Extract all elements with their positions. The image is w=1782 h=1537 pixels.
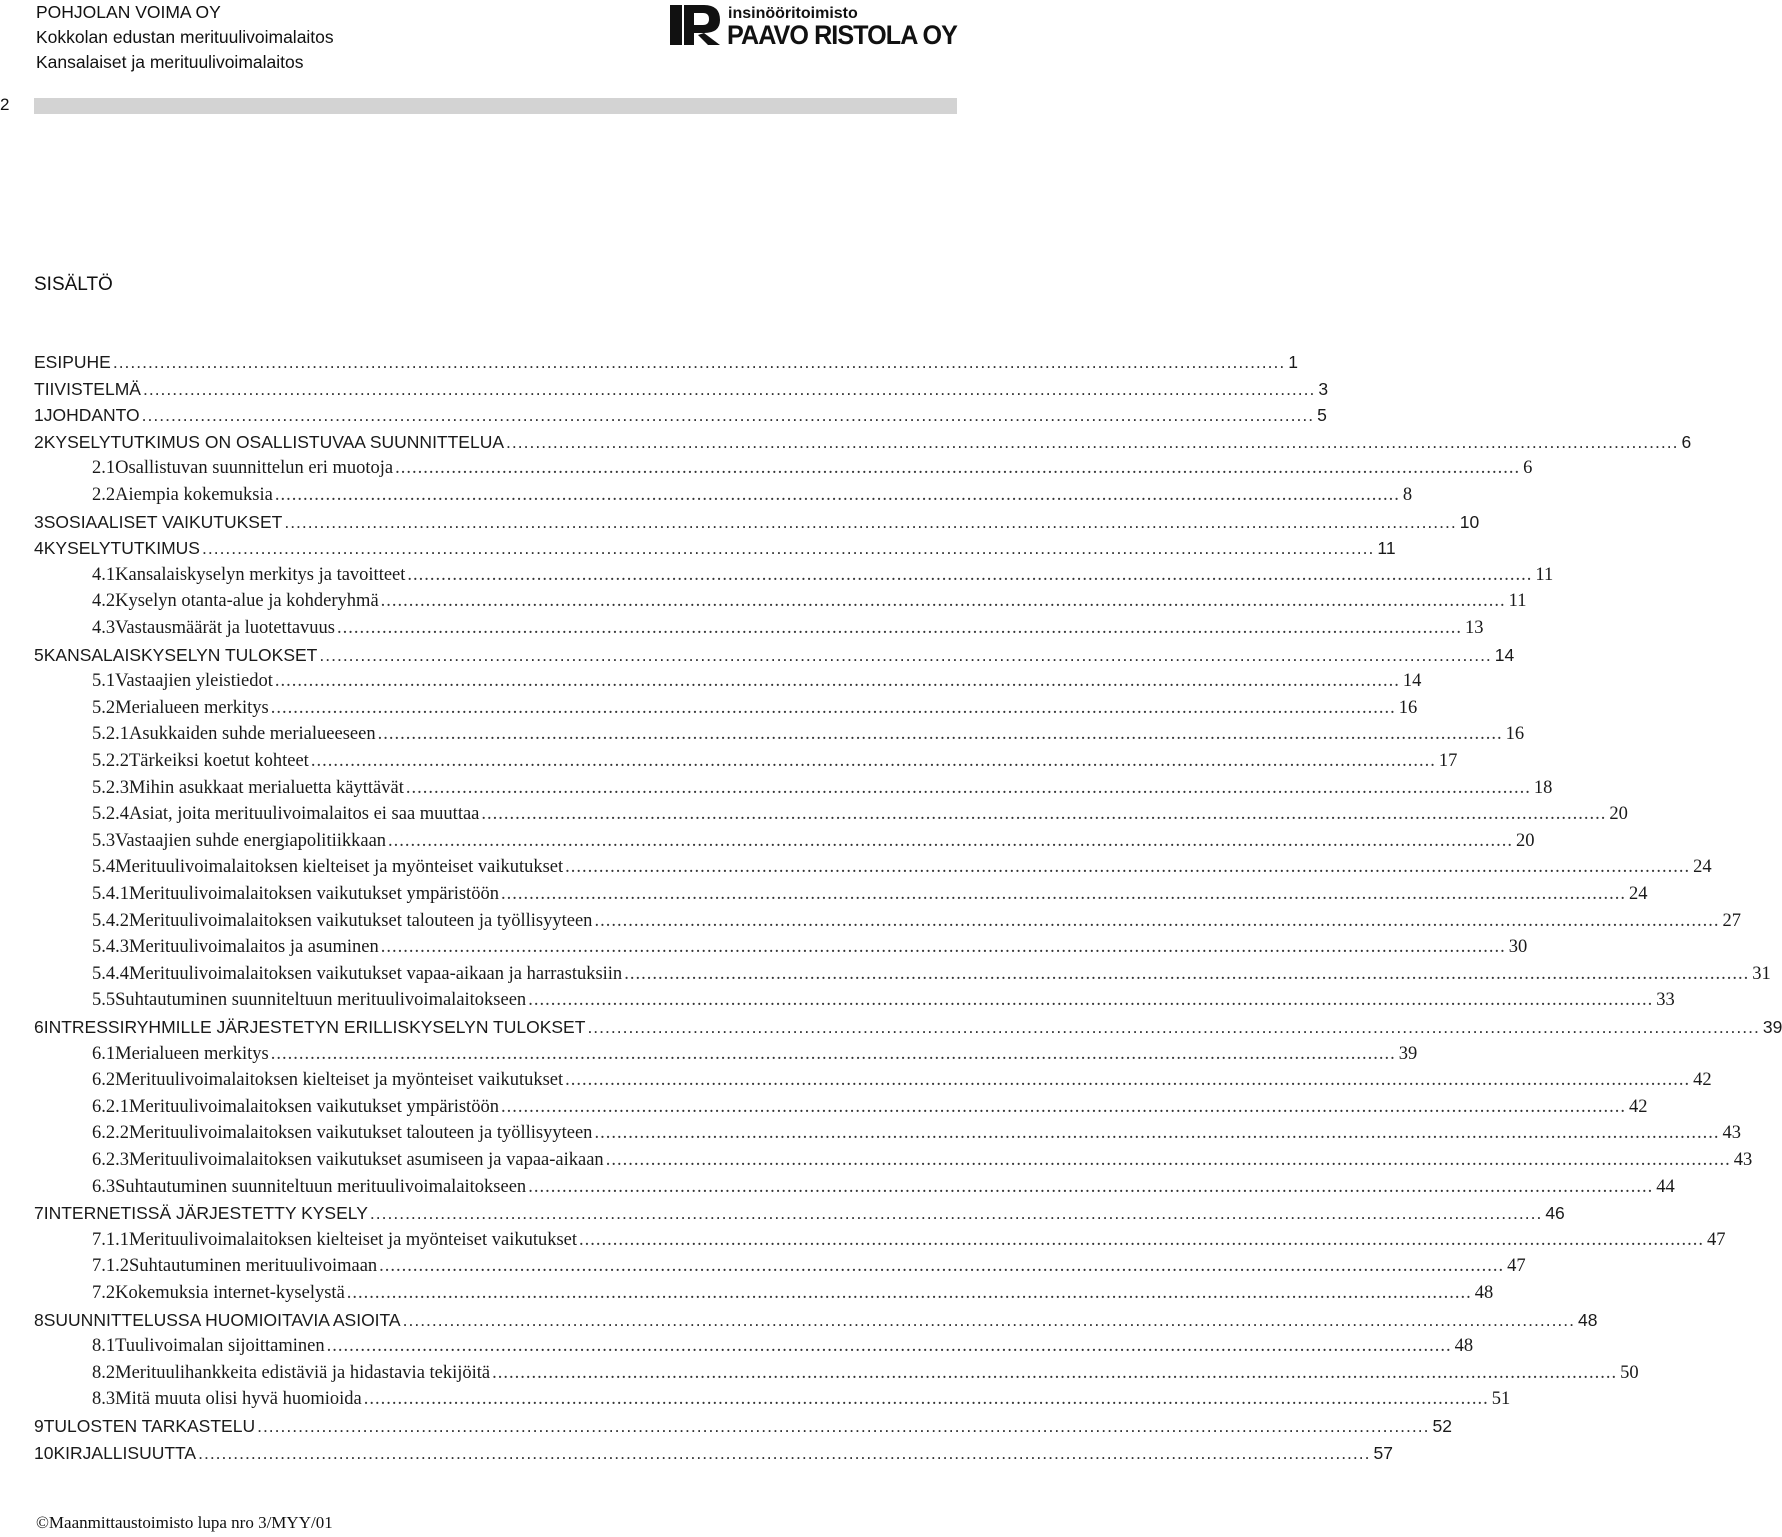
toc-leader-dots: ........................................................................................................................................................................................................ xyxy=(579,1229,1705,1250)
toc-entry-number: 8.2 xyxy=(92,1362,116,1383)
toc-entry-number: 4 xyxy=(34,538,44,559)
toc-entry xyxy=(92,751,1458,777)
toc-entry-label: SOSIAALISET VAIKUTUKSET xyxy=(43,511,283,532)
toc-entry-label: Kyselyn otanta-alue ja kohderyhmä xyxy=(115,591,379,612)
toc-entry xyxy=(92,990,1675,1016)
toc-entry-page: 48 xyxy=(1578,1309,1598,1330)
toc-entry-page: 57 xyxy=(1373,1442,1393,1463)
toc-entry-page: 13 xyxy=(1465,618,1484,638)
toc-entry-page: 42 xyxy=(1693,1070,1712,1091)
toc-entry-page: 27 xyxy=(1722,910,1741,931)
toc-entry-label: TIIVISTELMÄ xyxy=(34,378,141,399)
toc-entry-number: 5.4.4 xyxy=(92,963,129,984)
toc-entry xyxy=(92,458,1533,484)
toc-entry-label: Asiat, joita merituulivoimalaitos ei saa muuttaa xyxy=(129,804,480,825)
toc-entry-page: 6 xyxy=(1681,431,1692,452)
toc-entry-page: 24 xyxy=(1693,857,1712,878)
toc-entry xyxy=(92,963,1771,990)
toc-leader-dots: ........................................................................................................................................................................................................ xyxy=(402,1309,1576,1330)
toc-entry xyxy=(92,830,1535,857)
toc-entry-number: 4.1 xyxy=(92,564,116,585)
logo-p-mark-icon xyxy=(670,5,720,45)
toc-entry-label: Kansalaiskyselyn merkitys ja tavoitteet xyxy=(115,564,406,585)
toc-entry-page: 14 xyxy=(1402,671,1422,692)
toc-entry xyxy=(92,884,1648,910)
toc-entry xyxy=(92,1389,1511,1415)
toc-entry-page: 43 xyxy=(1733,1150,1753,1170)
toc-leader-dots: ........................................................................................................................................................................................................ xyxy=(380,591,1506,612)
toc-entry xyxy=(34,1416,1452,1442)
toc-entry-page: 48 xyxy=(1474,1283,1494,1303)
toc-entry xyxy=(92,1176,1675,1203)
toc-entry-number: 7.2 xyxy=(92,1283,116,1303)
header-company: POHJOLAN VOIMA OY xyxy=(36,2,221,22)
toc-entry-number: 5.3 xyxy=(92,830,116,851)
toc-entry-number: 5.1 xyxy=(92,671,116,692)
toc-entry-label: KANSALAISKYSELYN TULOKSET xyxy=(43,644,318,665)
toc-entry xyxy=(34,431,1692,458)
toc-leader-dots: ........................................................................................................................................................................................................ xyxy=(346,1283,1472,1303)
toc-entry-label: KIRJALLISUUTTA xyxy=(53,1442,197,1463)
toc-leader-dots: ........................................................................................................................................................................................................ xyxy=(141,405,1315,426)
toc-leader-dots: ........................................................................................................................................................................................................ xyxy=(528,1176,1654,1197)
toc-entry-label: Vastaajien suhde energiapolitiikkaan xyxy=(115,830,387,851)
toc-entry xyxy=(34,378,1329,405)
toc-entry xyxy=(92,1256,1526,1282)
toc-entry-page: 11 xyxy=(1508,591,1527,612)
toc-leader-dots: ........................................................................................................................................................................................................ xyxy=(528,990,1654,1011)
toc-entry-number: 5.2.4 xyxy=(92,804,129,825)
toc-entry-number: 4.2 xyxy=(92,591,116,612)
toc-leader-dots: ........................................................................................................................................................................................................ xyxy=(395,458,1521,479)
toc-entry-page: 24 xyxy=(1628,884,1648,904)
toc-entry-label: TULOSTEN TARKASTELU xyxy=(43,1416,256,1436)
toc-entry xyxy=(92,1043,1418,1070)
toc-entry-page: 8 xyxy=(1402,485,1413,505)
toc-entry-number: 4.3 xyxy=(92,618,116,638)
toc-entry-number: 10 xyxy=(34,1442,54,1463)
toc-entry-page: 18 xyxy=(1533,777,1553,798)
toc-entry-label: Mitä muuta olisi hyvä huomioida xyxy=(115,1389,362,1410)
toc-entry xyxy=(34,511,1480,538)
toc-entry-page: 5 xyxy=(1317,405,1327,426)
toc-entry-label: KYSELYTUTKIMUS ON OSALLISTUVAA SUUNNITTELUA xyxy=(43,431,505,452)
toc-entry-page: 48 xyxy=(1454,1336,1474,1357)
toc-leader-dots: ........................................................................................................................................................................................................ xyxy=(506,431,1679,452)
toc-entry-page: 33 xyxy=(1656,990,1675,1011)
toc-entry-label: KYSELYTUTKIMUS xyxy=(43,538,200,559)
toc-entry-label: Merituulivoimalaitoksen kielteiset ja myönteiset vaikutukset xyxy=(115,857,564,878)
toc-entry-page: 43 xyxy=(1722,1123,1741,1144)
toc-entry-page: 50 xyxy=(1620,1362,1639,1383)
page-number: 2 xyxy=(0,95,10,114)
toc-entry xyxy=(92,1229,1726,1256)
header-divider-bar xyxy=(34,98,957,114)
header-report-title: Kansalaiset ja merituulivoimalaitos xyxy=(36,52,304,72)
toc-entry-number: 5.4 xyxy=(92,857,116,878)
logo-small-text: insinööritoimisto xyxy=(728,5,858,22)
toc-leader-dots: ........................................................................................................................................................................................................ xyxy=(274,485,1400,505)
toc-leader-dots: ........................................................................................................................................................................................................ xyxy=(594,910,1720,931)
toc-leader-dots: ........................................................................................................................................................................................................ xyxy=(481,804,1607,825)
toc-entry-label: Suhtautuminen suunniteltuun merituulivoimalaitokseen xyxy=(115,1176,527,1197)
toc-entry-label: Merituulivoimalaitoksen kielteiset ja myönteiset vaikutukset xyxy=(129,1229,578,1250)
toc-leader-dots: ........................................................................................................................................................................................................ xyxy=(201,538,1375,559)
toc-entry-page: 14 xyxy=(1494,644,1515,665)
toc-leader-dots: ........................................................................................................................................................................................................ xyxy=(142,378,1316,399)
toc-leader-dots: ........................................................................................................................................................................................................ xyxy=(605,1150,1731,1170)
toc-entry-label: Merituulivoimalaitoksen kielteiset ja myönteiset vaikutukset xyxy=(115,1070,564,1091)
toc-entry-page: 52 xyxy=(1432,1416,1452,1436)
toc-leader-dots: ........................................................................................................................................................................................................ xyxy=(369,1203,1543,1224)
toc-leader-dots: ........................................................................................................................................................................................................ xyxy=(257,1416,1430,1436)
toc-entry-page: 46 xyxy=(1545,1203,1565,1224)
toc-entry-label: Osallistuvan suunnittelun eri muotoja xyxy=(115,458,394,479)
toc-leader-dots: ........................................................................................................................................................................................................ xyxy=(112,352,1286,372)
toc-entry-number: 5.4.1 xyxy=(92,884,129,904)
toc-entry-page: 20 xyxy=(1609,804,1628,825)
toc-entry-number: 5 xyxy=(34,644,44,665)
toc-entry-page: 16 xyxy=(1398,697,1418,718)
document-header xyxy=(36,0,334,75)
toc-leader-dots: ........................................................................................................................................................................................................ xyxy=(270,1043,1396,1064)
toc-entry-label: Mihin asukkaat merialuetta käyttävät xyxy=(129,777,404,798)
toc-entry-page: 47 xyxy=(1707,1229,1726,1250)
toc-entry-label: Merituulivoimalaitoksen vaikutukset talouteen ja työllisyyteen xyxy=(129,910,593,931)
toc-entry-label: Vastaajien yleistiedot xyxy=(115,671,273,692)
toc-entry-label: Suhtautuminen suunniteltuun merituulivoimalaitokseen xyxy=(115,990,527,1011)
toc-entry-page: 17 xyxy=(1438,751,1458,771)
toc-entry-page: 30 xyxy=(1508,937,1528,958)
toc-entry xyxy=(92,910,1741,937)
toc-entry-number: 9 xyxy=(34,1416,44,1436)
toc-leader-dots: ........................................................................................................................................................................................................ xyxy=(284,511,1457,532)
toc-entry-number: 8.3 xyxy=(92,1389,116,1410)
toc-entry-label: Merituulivoimalaitoksen vaikutukset vapaa-aikaan ja harrastuksiin xyxy=(129,963,623,984)
toc-entry-page: 6 xyxy=(1523,458,1533,479)
toc-entry xyxy=(92,1096,1648,1123)
toc-entry-label: Merituulivoimalaitoksen vaikutukset ympäristöön xyxy=(129,1096,499,1117)
toc-leader-dots: ........................................................................................................................................................................................................ xyxy=(587,1017,1760,1037)
toc-entry xyxy=(34,1442,1393,1469)
toc-entry-label: Aiempia kokemuksia xyxy=(115,485,273,505)
logo-large-text: PAAVO RISTOLA OY xyxy=(727,20,958,50)
toc-entry-number: 6.1 xyxy=(92,1043,116,1064)
toc-entry-label: INTERNETISSÄ JÄRJESTETTY KYSELY xyxy=(43,1203,368,1224)
toc-entry-label: Tärkeiksi koetut kohteet xyxy=(129,751,309,771)
toc-entry xyxy=(92,724,1525,750)
toc-entry-number: 6.2.2 xyxy=(92,1123,129,1144)
toc-entry-page: 39 xyxy=(1762,1017,1782,1037)
toc-entry-label: Merituulivoimalaitoksen vaikutukset ympäristöön xyxy=(129,884,499,904)
toc-entry-number: 6.2 xyxy=(92,1070,116,1091)
copyright-footer: ©Maanmittaustoimisto lupa nro 3/MYY/01 xyxy=(36,1513,333,1532)
toc-entry xyxy=(92,1362,1639,1389)
toc-entry-page: 11 xyxy=(1535,564,1554,585)
toc-entry xyxy=(92,485,1413,511)
toc-entry-label: Merituulihankkeita edistäviä ja hidastavia tekijöitä xyxy=(115,1362,491,1383)
toc-leader-dots: ........................................................................................................................................................................................................ xyxy=(379,1256,1505,1277)
toc-entry-label: Merialueen merkitys xyxy=(115,697,269,718)
toc-leader-dots: ........................................................................................................................................................................................................ xyxy=(407,564,1533,585)
toc-entry-page: 51 xyxy=(1491,1389,1511,1410)
toc-leader-dots: ........................................................................................................................................................................................................ xyxy=(319,644,1492,665)
toc-entry-label: ESIPUHE xyxy=(34,352,111,372)
toc-entry-page: 47 xyxy=(1507,1256,1526,1277)
toc-entry-page: 3 xyxy=(1318,378,1329,399)
toc-leader-dots: ........................................................................................................................................................................................................ xyxy=(337,618,1463,638)
toc-entry-number: 5.2 xyxy=(92,697,116,718)
toc-entry-number: 5.2.3 xyxy=(92,777,129,798)
toc-leader-dots: ........................................................................................................................................................................................................ xyxy=(624,963,1750,984)
toc-title: SISÄLTÖ xyxy=(34,274,113,295)
toc-leader-dots: ........................................................................................................................................................................................................ xyxy=(326,1336,1452,1357)
toc-entry xyxy=(92,697,1418,724)
toc-entry xyxy=(92,564,1554,591)
toc-entry-number: 5.5 xyxy=(92,990,116,1011)
toc-entry xyxy=(34,538,1396,564)
toc-entry-number: 6.2.3 xyxy=(92,1150,129,1170)
header-project: Kokkolan edustan merituulivoimalaitos xyxy=(36,27,334,47)
toc-entry-page: 44 xyxy=(1656,1176,1675,1197)
toc-entry-label: Merituulivoimalaitos ja asuminen xyxy=(129,937,379,958)
toc-entry-label: Vastausmäärät ja luotettavuus xyxy=(115,618,336,638)
toc-entry-label: Tuulivoimalan sijoittaminen xyxy=(115,1336,325,1357)
toc-entry-label: JOHDANTO xyxy=(43,405,140,426)
toc-entry-number: 8.1 xyxy=(92,1336,116,1357)
toc-entry-number: 7.1.1 xyxy=(92,1229,129,1250)
toc-entry-number: 8 xyxy=(34,1309,44,1330)
toc-entry xyxy=(92,804,1628,830)
toc-entry-label: Merituulivoimalaitoksen vaikutukset asumiseen ja vapaa-aikaan xyxy=(129,1150,604,1170)
toc-leader-dots: ........................................................................................................................................................................................................ xyxy=(198,1442,1371,1463)
toc-entry xyxy=(92,1150,1753,1176)
toc-entry-number: 5.4.2 xyxy=(92,910,129,931)
toc-entry-number: 6 xyxy=(34,1017,44,1037)
toc-entry-number: 7.1.2 xyxy=(92,1256,129,1277)
toc-entry-label: Suhtautuminen merituulivoimaan xyxy=(129,1256,378,1277)
toc-entry-number: 5.2.2 xyxy=(92,751,129,771)
toc-entry xyxy=(92,671,1422,697)
toc-leader-dots: ........................................................................................................................................................................................................ xyxy=(270,697,1396,718)
toc-entry-number: 1 xyxy=(34,405,44,426)
toc-entry-label: INTRESSIRYHMILLE JÄRJESTETYN ERILLISKYSELYN TULOKSET xyxy=(43,1017,586,1037)
toc-entry-label: Asukkaiden suhde merialueeseen xyxy=(129,724,376,745)
toc-entry-number: 5.2.1 xyxy=(92,724,129,745)
toc-leader-dots: ........................................................................................................................................................................................................ xyxy=(492,1362,1618,1383)
toc-leader-dots: ........................................................................................................................................................................................................ xyxy=(565,1070,1691,1091)
toc-leader-dots: ........................................................................................................................................................................................................ xyxy=(388,830,1514,851)
toc-entry xyxy=(34,405,1327,431)
toc-entry-page: 42 xyxy=(1628,1096,1648,1117)
toc-entry-number: 5.4.3 xyxy=(92,937,129,958)
toc-entry xyxy=(92,618,1484,644)
toc-entry xyxy=(34,644,1515,671)
company-logo xyxy=(670,3,958,50)
toc-entry-page: 11 xyxy=(1377,538,1396,559)
toc-entry xyxy=(34,1203,1565,1229)
toc-entry-number: 2.2 xyxy=(92,485,116,505)
toc-leader-dots: ........................................................................................................................................................................................................ xyxy=(500,1096,1626,1117)
toc-entry xyxy=(34,1017,1782,1043)
toc-leader-dots: ........................................................................................................................................................................................................ xyxy=(405,777,1531,798)
toc-entry-label: Merituulivoimalaitoksen vaikutukset talouteen ja työllisyyteen xyxy=(129,1123,593,1144)
toc-leader-dots: ........................................................................................................................................................................................................ xyxy=(594,1123,1720,1144)
toc-entry xyxy=(92,1336,1474,1362)
toc-leader-dots: ........................................................................................................................................................................................................ xyxy=(274,671,1400,692)
toc-leader-dots: ........................................................................................................................................................................................................ xyxy=(565,857,1691,878)
toc-entry-page: 1 xyxy=(1288,352,1298,372)
toc-entry-number: 7 xyxy=(34,1203,44,1224)
toc-leader-dots: ........................................................................................................................................................................................................ xyxy=(500,884,1626,904)
toc-entry-page: 39 xyxy=(1398,1043,1418,1064)
toc-entry-page: 20 xyxy=(1516,830,1535,851)
toc-entry-page: 10 xyxy=(1459,511,1480,532)
toc-entry xyxy=(92,1123,1741,1149)
toc-entry-number: 2.1 xyxy=(92,458,116,479)
toc-entry-page: 16 xyxy=(1505,724,1525,745)
toc-entry xyxy=(34,352,1298,378)
toc-leader-dots: ........................................................................................................................................................................................................ xyxy=(377,724,1503,745)
toc-entry xyxy=(92,937,1528,963)
toc-entry-label: SUUNNITTELUSSA HUOMIOITAVIA ASIOITA xyxy=(43,1309,401,1330)
toc-leader-dots: ........................................................................................................................................................................................................ xyxy=(310,751,1436,771)
toc-entry-page: 31 xyxy=(1752,963,1771,984)
toc-entry-number: 6.2.1 xyxy=(92,1096,129,1117)
toc-entry xyxy=(92,777,1553,804)
toc-entry xyxy=(92,1070,1712,1096)
toc-entry xyxy=(92,591,1527,617)
toc-entry xyxy=(34,1309,1598,1336)
toc-entry xyxy=(92,857,1712,883)
toc-leader-dots: ........................................................................................................................................................................................................ xyxy=(380,937,1506,958)
toc-entry-number: 3 xyxy=(34,511,44,532)
toc-leader-dots: ........................................................................................................................................................................................................ xyxy=(363,1389,1489,1410)
toc-entry-number: 6.3 xyxy=(92,1176,116,1197)
toc-entry-label: Merialueen merkitys xyxy=(115,1043,269,1064)
toc-entry xyxy=(92,1283,1494,1309)
toc-entry-label: Kokemuksia internet-kyselystä xyxy=(115,1283,345,1303)
toc-entry-number: 2 xyxy=(34,431,44,452)
